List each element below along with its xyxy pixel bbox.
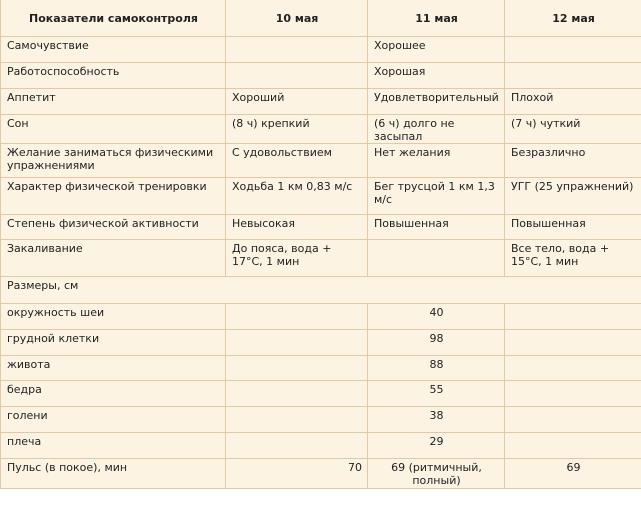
size-value: 29	[368, 433, 505, 459]
size-label: живота	[1, 356, 226, 381]
cell-may-12: Безразлично	[505, 144, 641, 178]
cell-may-12: Все тело, вода + 15°С, 1 мин	[505, 240, 641, 277]
row-label: Закаливание	[1, 240, 226, 277]
cell-may-11	[368, 240, 505, 277]
cell-may-11: (6 ч) долго не засыпал	[368, 115, 505, 144]
sizes-section-row	[1, 277, 641, 304]
size-label: окружность шеи	[1, 304, 226, 330]
header-may-11: 11 мая	[368, 0, 505, 37]
cell-may-10: До пояса, вода + 17°С, 1 мин	[226, 240, 368, 277]
cell-may-12	[505, 37, 641, 63]
cell-may-10: С удовольствием	[226, 144, 368, 178]
cell-may-11: Нет желания	[368, 144, 505, 178]
row-label: Степень физической активности	[1, 215, 226, 240]
cell-may-11: 69 (ритмичный, полный)	[368, 459, 505, 489]
table-row	[1, 89, 641, 115]
row-label: Самочувствие	[1, 37, 226, 63]
row-label: Желание заниматься физическими упражнениями	[1, 144, 226, 178]
sizes-section-title: Размеры, см	[1, 277, 641, 304]
cell-may-11: Хорошее	[368, 37, 505, 63]
pulse-row	[1, 459, 641, 489]
row-label: Сон	[1, 115, 226, 144]
cell-may-10: Невысокая	[226, 215, 368, 240]
header-indicators: Показатели самоконтроля	[1, 0, 226, 37]
cell-may-12: УГГ (25 упражнений)	[505, 178, 641, 215]
table-row	[1, 215, 641, 240]
size-value: 38	[368, 407, 505, 433]
table-row	[1, 304, 641, 330]
cell-may-11: Хорошая	[368, 63, 505, 89]
size-label: бедра	[1, 381, 226, 407]
cell-may-10: Ходьба 1 км 0,83 м/с	[226, 178, 368, 215]
cell-may-11: Удовлетворительный	[368, 89, 505, 115]
table-row	[1, 240, 641, 277]
cell-may-10: Хороший	[226, 89, 368, 115]
table-row	[1, 330, 641, 356]
size-value: 55	[368, 381, 505, 407]
table-row	[1, 356, 641, 381]
table-row	[1, 178, 641, 215]
table-row	[1, 63, 641, 89]
header-may-12: 12 мая	[505, 0, 641, 37]
size-value: 40	[368, 304, 505, 330]
table-row	[1, 115, 641, 144]
cell-may-10	[226, 37, 368, 63]
row-label: Аппетит	[1, 89, 226, 115]
table-header-row	[1, 0, 641, 37]
table-row	[1, 407, 641, 433]
cell-may-10	[226, 63, 368, 89]
size-value: 98	[368, 330, 505, 356]
cell-may-12: Повышенная	[505, 215, 641, 240]
size-value: 88	[368, 356, 505, 381]
cell-may-12: (7 ч) чуткий	[505, 115, 641, 144]
table-row	[1, 37, 641, 63]
cell-may-10: 70	[226, 459, 368, 489]
cell-may-10: (8 ч) крепкий	[226, 115, 368, 144]
cell-may-11: Бег трусцой 1 км 1,3 м/с	[368, 178, 505, 215]
size-label: голени	[1, 407, 226, 433]
cell-may-12: Плохой	[505, 89, 641, 115]
cell-may-12: 69	[505, 459, 641, 489]
table-row	[1, 144, 641, 178]
size-label: грудной клетки	[1, 330, 226, 356]
row-label: Характер физической тренировки	[1, 178, 226, 215]
header-may-10: 10 мая	[226, 0, 368, 37]
table-row	[1, 433, 641, 459]
table-row	[1, 381, 641, 407]
row-label: Работоспособность	[1, 63, 226, 89]
cell-may-11: Повышенная	[368, 215, 505, 240]
row-label: Пульс (в покое), мин	[1, 459, 226, 489]
cell-may-12	[505, 63, 641, 89]
size-label: плеча	[1, 433, 226, 459]
